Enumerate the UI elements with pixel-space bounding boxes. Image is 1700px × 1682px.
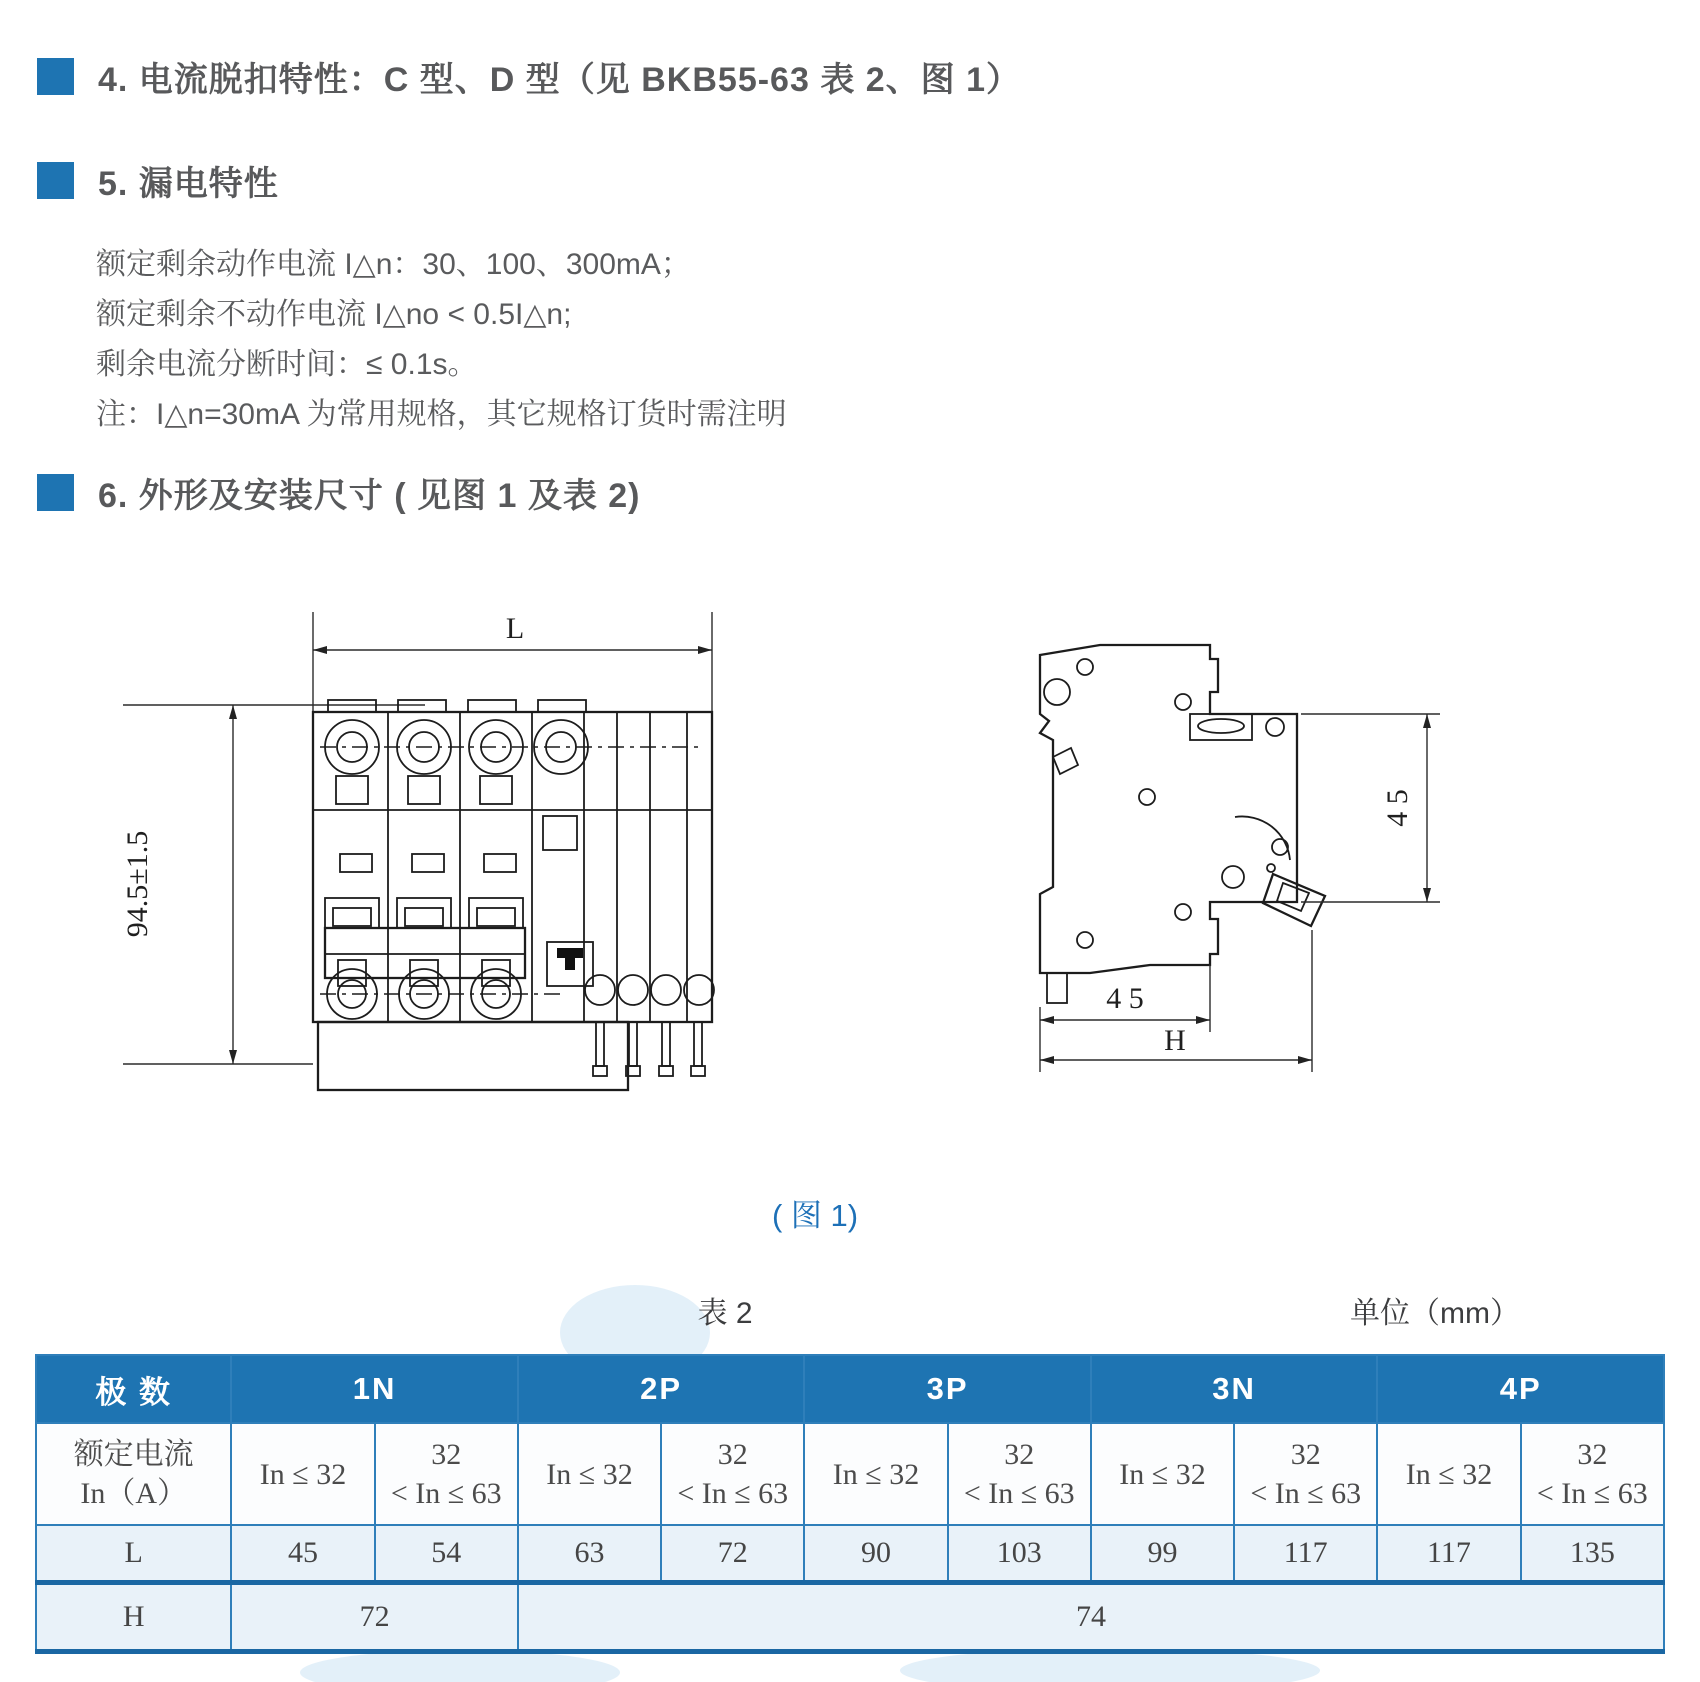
dimension-table bbox=[35, 1354, 1665, 1654]
length-value: 103 bbox=[948, 1525, 1091, 1583]
front-view-body bbox=[313, 700, 714, 1090]
length-value: 45 bbox=[231, 1525, 374, 1583]
range-high-line2: < In ≤ 63 bbox=[677, 1477, 789, 1510]
side-view-body bbox=[1040, 645, 1325, 1003]
leakage-spec-line: 剩余电流分断时间：≤ 0.1s。 bbox=[96, 348, 478, 381]
range-high-cell bbox=[948, 1423, 1091, 1525]
leakage-spec-line: 额定剩余动作电流 I△n：30、100、300mA； bbox=[96, 248, 691, 281]
range-low-cell: In ≤ 32 bbox=[518, 1423, 661, 1525]
range-high-cell bbox=[375, 1423, 518, 1525]
range-high-line1: 32 bbox=[1290, 1438, 1321, 1471]
range-low-cell: In ≤ 32 bbox=[1091, 1423, 1234, 1525]
length-value: 63 bbox=[518, 1525, 661, 1583]
rated-current-label-line1: 额定电流 bbox=[73, 1438, 194, 1471]
header-poles: 极 数 bbox=[36, 1355, 231, 1423]
section-trip-heading bbox=[37, 52, 1021, 101]
section-leakage-title: 5. 漏电特性 bbox=[98, 165, 279, 203]
leakage-spec-line: 注：I△n=30mA 为常用规格，其它规格订货时需注明 bbox=[96, 398, 787, 431]
length-row-label: L bbox=[36, 1525, 231, 1583]
bottom-depth-dimension-label: 4 5 bbox=[1106, 982, 1144, 1015]
header-3N: 3N bbox=[1091, 1355, 1378, 1423]
front-view-drawing bbox=[95, 562, 745, 1097]
length-value: 117 bbox=[1234, 1525, 1377, 1583]
range-high-cell bbox=[661, 1423, 804, 1525]
watermark-blob bbox=[300, 1650, 620, 1682]
figure-caption: ( 图 1) bbox=[771, 1198, 859, 1233]
height-dimension-label: H bbox=[1164, 1024, 1186, 1057]
table-header-row bbox=[36, 1355, 1664, 1423]
range-high-line2: < In ≤ 63 bbox=[1250, 1477, 1362, 1510]
range-low-cell: In ≤ 32 bbox=[1377, 1423, 1520, 1525]
length-value: 99 bbox=[1091, 1525, 1234, 1583]
rated-current-label-line2: In（A） bbox=[80, 1477, 188, 1510]
length-row bbox=[36, 1525, 1664, 1583]
length-value: 54 bbox=[375, 1525, 518, 1583]
blue-square-bullet-icon bbox=[37, 474, 74, 511]
header-2P: 2P bbox=[518, 1355, 805, 1423]
side-view-dimensions bbox=[1040, 714, 1440, 1072]
header-1N: 1N bbox=[231, 1355, 518, 1423]
height-row bbox=[36, 1583, 1664, 1652]
leakage-spec-list bbox=[96, 240, 787, 440]
range-high-line2: < In ≤ 63 bbox=[963, 1477, 1075, 1510]
range-high-cell bbox=[1234, 1423, 1377, 1525]
leakage-spec-line: 额定剩余不动作电流 I△no < 0.5I△n; bbox=[96, 298, 572, 331]
range-high-line1: 32 bbox=[1577, 1438, 1608, 1471]
blue-square-bullet-icon bbox=[37, 162, 74, 199]
width-dimension-label: L bbox=[505, 612, 525, 645]
front-view-dimensions bbox=[121, 612, 712, 1064]
height-value-rest: 74 bbox=[518, 1583, 1664, 1652]
range-low-cell: In ≤ 32 bbox=[231, 1423, 374, 1525]
length-value: 72 bbox=[661, 1525, 804, 1583]
height-dimension-label: 94.5±1.5 bbox=[121, 830, 154, 938]
range-high-line1: 32 bbox=[717, 1438, 748, 1471]
side-view-drawing bbox=[935, 562, 1510, 1097]
section-trip-title: 4. 电流脱扣特性：C 型、D 型（见 BKB55-63 表 2、图 1） bbox=[98, 61, 1022, 99]
front-depth-dimension-label: 4 5 bbox=[1381, 789, 1414, 827]
height-row-label: H bbox=[36, 1583, 231, 1652]
blue-square-bullet-icon bbox=[37, 58, 74, 95]
header-4P: 4P bbox=[1377, 1355, 1664, 1423]
section-outline-title: 6. 外形及安装尺寸 ( 见图 1 及表 2) bbox=[98, 477, 641, 515]
rated-current-row bbox=[36, 1423, 1664, 1525]
range-high-line2: < In ≤ 63 bbox=[1536, 1477, 1648, 1510]
range-high-line2: < In ≤ 63 bbox=[390, 1477, 502, 1510]
section-leakage-heading bbox=[37, 156, 279, 205]
table-caption: 表 2 bbox=[697, 1297, 753, 1330]
section-outline-heading bbox=[37, 468, 641, 517]
rated-current-label bbox=[36, 1423, 231, 1525]
range-high-line1: 32 bbox=[431, 1438, 462, 1471]
length-value: 90 bbox=[804, 1525, 947, 1583]
range-high-line1: 32 bbox=[1004, 1438, 1035, 1471]
table-unit-label: 单位（mm） bbox=[1350, 1297, 1520, 1330]
height-value-1N: 72 bbox=[231, 1583, 518, 1652]
length-value: 117 bbox=[1377, 1525, 1520, 1583]
range-low-cell: In ≤ 32 bbox=[804, 1423, 947, 1525]
length-value: 135 bbox=[1521, 1525, 1664, 1583]
header-3P: 3P bbox=[804, 1355, 1091, 1423]
range-high-cell bbox=[1521, 1423, 1664, 1525]
